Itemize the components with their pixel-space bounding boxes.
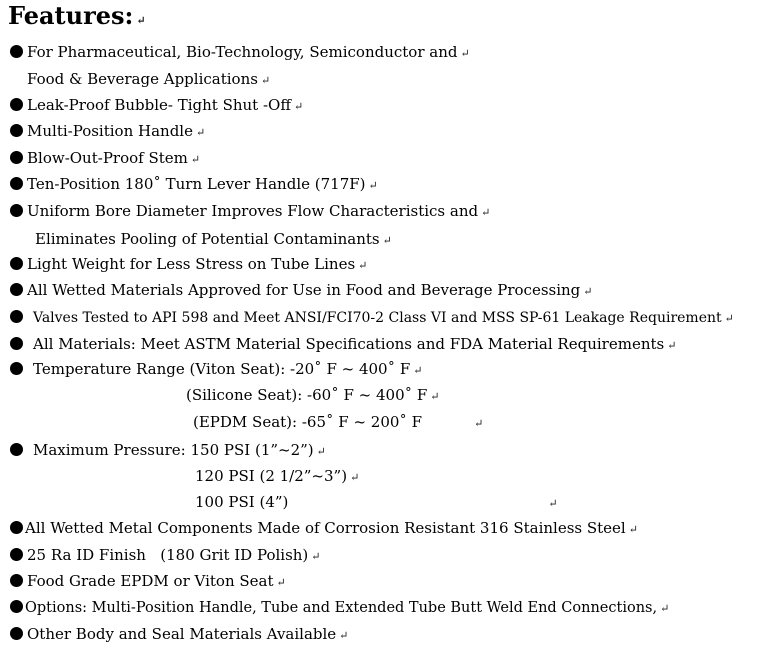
feature-continuation — [35, 229, 392, 251]
feature-item — [10, 518, 638, 540]
feature-text: Food Grade EPDM or Viton Seat — [27, 572, 274, 590]
feature-text: All Materials: Meet ASTM Material Specifications and FDA Material Requirements — [33, 335, 665, 353]
paragraph-mark: ↵ — [276, 576, 286, 589]
feature-text: 100 PSI (4”) — [195, 493, 289, 511]
feature-item — [10, 201, 490, 223]
paragraph-mark: ↵ — [339, 629, 349, 642]
feature-text: Eliminates Pooling of Potential Contaminants — [35, 230, 380, 248]
bullet-icon — [10, 627, 23, 640]
feature-text: Light Weight for Less Stress on Tube Lines — [27, 255, 356, 273]
bullet-icon — [10, 521, 23, 534]
feature-text: Uniform Bore Diameter Improves Flow Characteristics and — [27, 202, 479, 220]
feature-text: 120 PSI (2 1/2”~3”) — [195, 467, 348, 485]
paragraph-mark: ↵ — [316, 445, 326, 458]
feature-continuation — [27, 69, 270, 91]
bullet-icon — [10, 548, 23, 561]
feature-item — [10, 334, 676, 356]
feature-continuation — [186, 385, 440, 407]
feature-item — [10, 148, 200, 170]
paragraph-mark: ↵ — [136, 14, 146, 27]
paragraph-mark: ↵ — [481, 206, 491, 219]
paragraph-mark: ↵ — [583, 285, 593, 298]
feature-item — [10, 121, 205, 143]
bullet-icon — [10, 362, 23, 375]
feature-text: Temperature Range (Viton Seat): -20˚ F ~ 400˚ F — [33, 360, 411, 378]
bullet-icon — [10, 204, 23, 217]
feature-item — [10, 545, 321, 567]
feature-text: Options: Multi-Position Handle, Tube and Extended Tube Butt Weld End Connections, — [25, 600, 658, 616]
paragraph-mark: ↵ — [548, 497, 558, 510]
feature-item — [10, 95, 303, 117]
paragraph-mark: ↵ — [474, 417, 484, 430]
feature-text: Multi-Position Handle — [27, 122, 193, 140]
paragraph-mark: ↵ — [350, 471, 360, 484]
paragraph-mark: ↵ — [430, 390, 440, 403]
feature-text: For Pharmaceutical, Bio-Technology, Semiconductor and — [27, 43, 458, 61]
feature-item — [10, 42, 470, 64]
feature-continuation — [195, 492, 558, 514]
features-heading — [8, 1, 146, 36]
feature-text: All Wetted Metal Components Made of Corrosion Resistant 316 Stainless Steel — [25, 519, 626, 537]
feature-item — [10, 359, 423, 381]
feature-text: (Silicone Seat): -60˚ F ~ 400˚ F — [186, 386, 428, 404]
feature-text: Leak-Proof Bubble- Tight Shut -Off — [27, 96, 291, 114]
feature-text: All Wetted Materials Approved for Use in Food and Beverage Processing — [27, 281, 581, 299]
paragraph-mark: ↵ — [382, 234, 392, 247]
feature-item — [10, 174, 378, 196]
features-heading-text: Features: — [8, 1, 134, 30]
feature-text: Valves Tested to API 598 and Meet ANSI/FCI70-2 Class VI and MSS SP-61 Leakage Requirement — [33, 310, 722, 326]
feature-item — [10, 308, 734, 329]
paragraph-mark: ↵ — [260, 74, 271, 87]
feature-text: (EPDM Seat): -65˚ F ~ 200˚ F — [193, 413, 423, 431]
feature-item — [10, 280, 593, 302]
feature-continuation — [195, 466, 359, 488]
feature-continuation — [193, 412, 483, 434]
feature-text: Blow-Out-Proof Stem — [27, 149, 188, 167]
bullet-icon — [10, 443, 23, 456]
feature-text: 25 Ra ID Finish (180 Grit ID Polish) — [27, 546, 309, 564]
bullet-icon — [10, 124, 23, 137]
paragraph-mark: ↵ — [368, 179, 378, 192]
feature-text: Other Body and Seal Materials Available — [27, 625, 337, 643]
feature-item — [10, 624, 348, 646]
paragraph-mark: ↵ — [628, 523, 638, 536]
bullet-icon — [10, 337, 23, 350]
feature-item — [10, 598, 669, 619]
bullet-icon — [10, 98, 23, 111]
paragraph-mark: ↵ — [460, 47, 470, 60]
paragraph-mark: ↵ — [294, 100, 304, 113]
feature-text: Food & Beverage Applications — [27, 70, 258, 88]
feature-item — [10, 571, 286, 593]
bullet-icon — [10, 310, 23, 323]
paragraph-mark: ↵ — [724, 312, 734, 325]
paragraph-mark: ↵ — [413, 364, 423, 377]
paragraph-mark: ↵ — [195, 126, 206, 139]
feature-text: Maximum Pressure: 150 PSI (1”~2”) — [33, 441, 314, 459]
bullet-icon — [10, 151, 23, 164]
feature-text: Ten-Position 180˚ Turn Lever Handle (717F) — [27, 175, 366, 193]
paragraph-mark: ↵ — [358, 259, 368, 272]
paragraph-mark: ↵ — [311, 550, 321, 563]
feature-item — [10, 440, 326, 462]
paragraph-mark: ↵ — [667, 339, 677, 352]
paragraph-mark: ↵ — [660, 602, 670, 615]
bullet-icon — [10, 45, 23, 58]
bullet-icon — [10, 177, 23, 190]
bullet-icon — [10, 574, 23, 587]
bullet-icon — [10, 283, 23, 296]
bullet-icon — [10, 257, 23, 270]
feature-item — [10, 254, 367, 276]
paragraph-mark: ↵ — [190, 153, 201, 166]
bullet-icon — [10, 600, 23, 613]
